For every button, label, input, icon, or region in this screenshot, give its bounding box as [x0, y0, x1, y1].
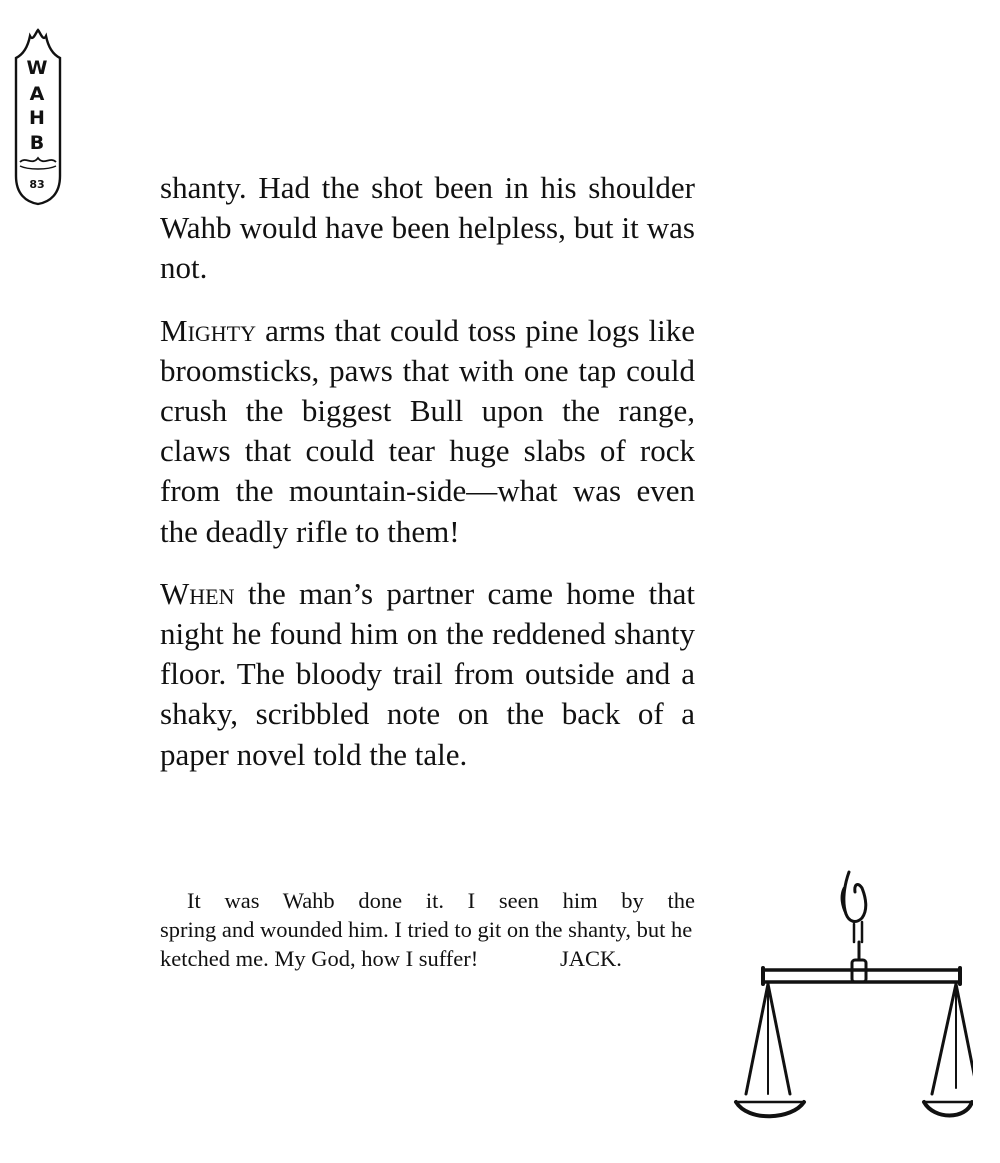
note-line: It was Wahb done it. I seen him by the: [187, 888, 695, 913]
note-text: spring and wounded him. I tried to git on the shanty, but he ketched me. My God, how I suffer!: [160, 917, 693, 971]
note-line: [160, 915, 695, 973]
paragraph-lead-word: Mighty: [160, 312, 256, 348]
running-head-ornament: [6, 28, 68, 208]
paragraph: [160, 311, 695, 552]
page-number: 83: [29, 178, 45, 191]
paragraph: [160, 574, 695, 775]
running-head-letter: H: [29, 107, 45, 129]
running-head-letter: B: [29, 132, 45, 154]
paragraph-text: arms that could toss pine logs like broomsticks, paws that with one tap could crush the biggest Bull upon the range, claws that could tear huge slabs of rock from the mountain-side—what was even the deadly rifle to them!: [160, 312, 695, 549]
note-signature: JACK.: [560, 946, 622, 971]
paragraph-text: the man’s partner came home that night he found him on the reddened shanty floor. The bloody trail from outside and a shaky, scribbled note on the back of a paper novel told the tale.: [160, 575, 695, 772]
running-head-letter: W: [26, 57, 48, 79]
paragraph-lead-word: When: [160, 575, 235, 611]
body-text: [160, 168, 695, 797]
paragraph: shanty. Had the shot been in his shoulder Wahb would have been helpless, but it was not.: [160, 170, 695, 286]
running-head-letter: A: [29, 83, 45, 105]
balance-scales-icon: [728, 862, 973, 1127]
scribbled-note: [160, 886, 695, 973]
